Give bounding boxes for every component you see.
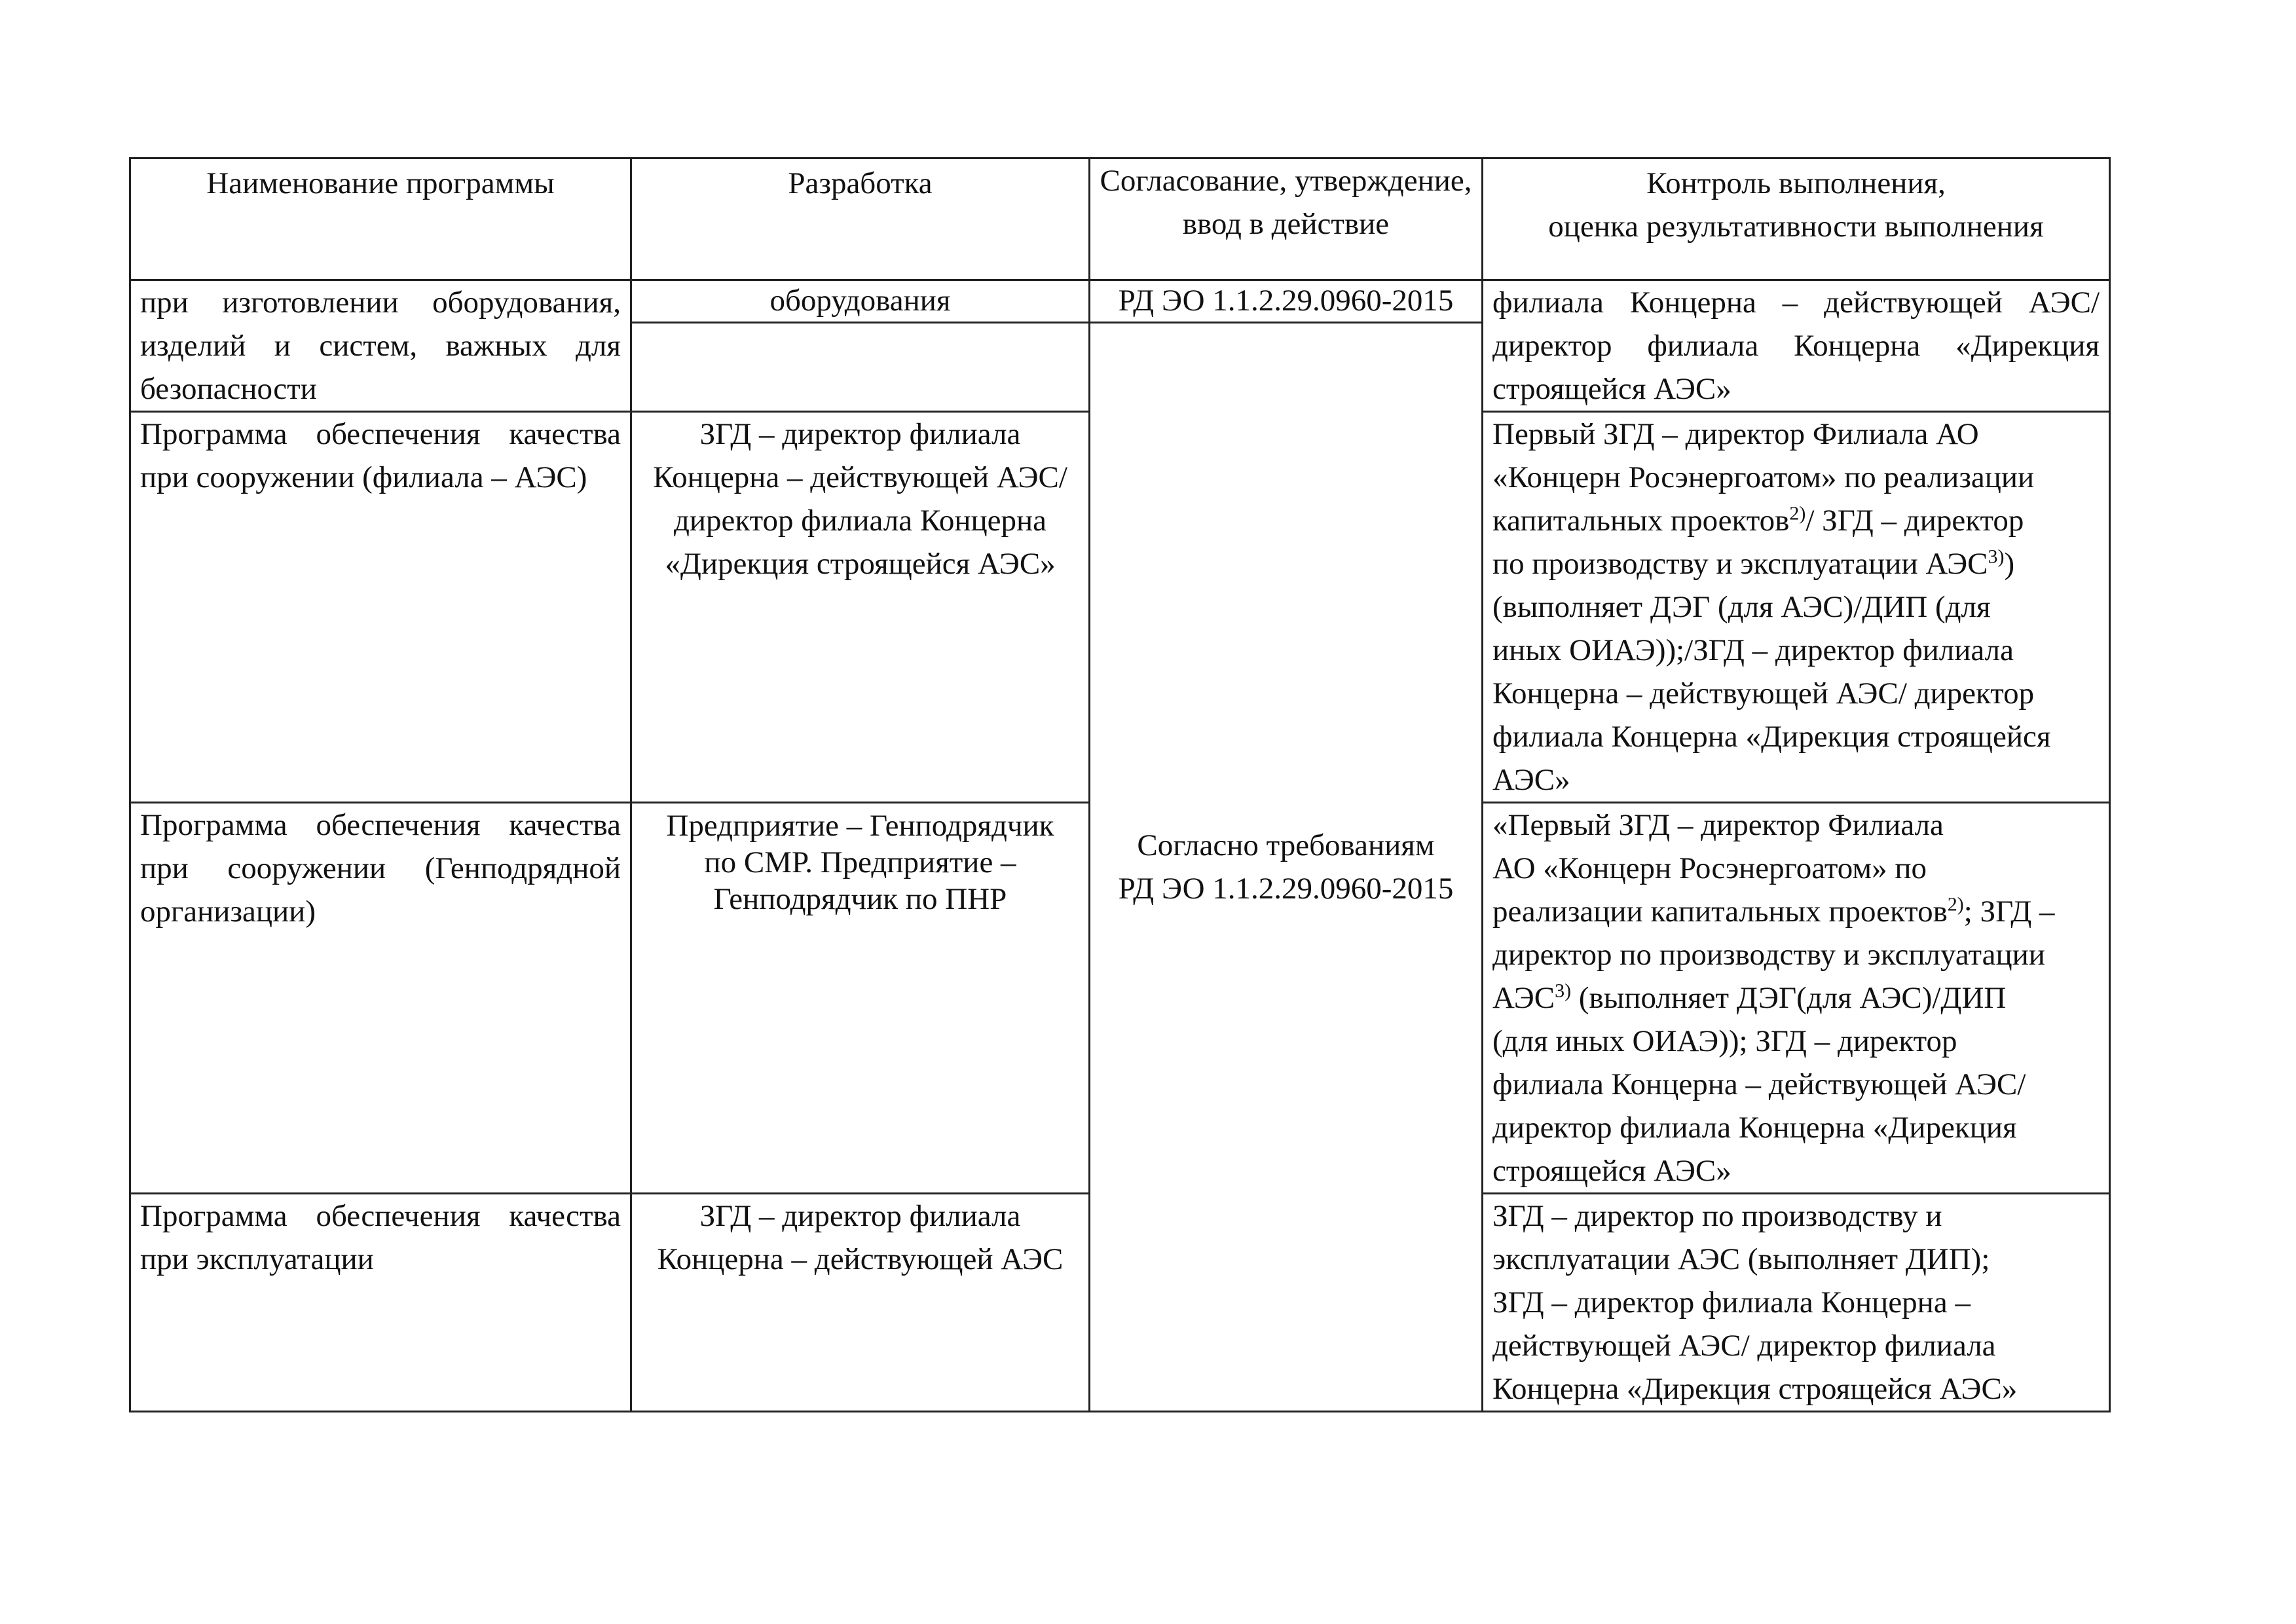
header-development: Разработка — [631, 158, 1090, 280]
row4-control: ЗГД – директор по производству и эксплуатации АЭС (выполняет ДИП); ЗГД – директор филиала Концерна – действующей АЭС/ директор филиала Концерна «Дирекция строящейся АЭС» — [1483, 1194, 2110, 1412]
row2-development: ЗГД – директор филиала Концерна – действующей АЭС/ директор филиала Концерна «Дирекция строящейся АЭС» — [631, 412, 1090, 803]
row1-approval: РД ЭО 1.1.2.29.0960-2015 — [1090, 280, 1483, 323]
header-control: Контроль выполнения, оценка результативности выполнения — [1483, 158, 2110, 280]
table-header-row — [130, 158, 2110, 280]
row2-program-name: Программа обеспечения качества при сооружении (филиала – АЭС) — [130, 412, 631, 803]
row4-program-name: Программа обеспечения качества при эксплуатации — [130, 1194, 631, 1412]
programs-table — [129, 157, 2111, 1412]
row1-control: филиала Концерна – действующей АЭС/ директор филиала Концерна «Дирекция строящейся АЭС» — [1483, 280, 2110, 412]
row1-development-empty — [631, 323, 1090, 412]
row4-development: ЗГД – директор филиала Концерна – действующей АЭС — [631, 1194, 1090, 1412]
header-approval: Согласование, утверждение, ввод в действие — [1090, 158, 1483, 280]
row3-development: Предприятие – Генподрядчик по СМР. Предприятие – Генподрядчик по ПНР — [631, 803, 1090, 1194]
row3-program-name: Программа обеспечения качества при сооружении (Генподрядной организации) — [130, 803, 631, 1194]
row2-control: Первый ЗГД – директор Филиала АО «Концерн Росэнергоатом» по реализации капитальных проектов$^{2)}$/ ЗГД – директор по производству и эксплуатации АЭС$^{3)}$) (выполняет ДЭГ (для АЭС)/ДИП (для иных ОИАЭ));/ЗГД – директор филиала Концерна – действующей АЭС/ директор филиала Концерна «Дирекция строящейся АЭС» — [1483, 412, 2110, 803]
row3-control: «Первый ЗГД – директор Филиала АО «Концерн Росэнергоатом» по реализации капитальных проектов$^{2)}$; ЗГД – директор по производству и эксплуатации АЭС$^{3)}$ (выполняет ДЭГ(для АЭС)/ДИП (для иных ОИАЭ)); ЗГД – директор филиала Концерна – действующей АЭС/ директор филиала Концерна «Дирекция строящейся АЭС» — [1483, 803, 2110, 1194]
merged-approval-cell: Согласно требованиям РД ЭО 1.1.2.29.0960-2015 — [1090, 323, 1483, 1412]
table-row — [130, 280, 2110, 323]
row1-development: оборудования — [631, 280, 1090, 323]
row1-program-name: при изготовлении оборудования, изделий и систем, важных для безопасности — [130, 280, 631, 412]
header-program-name: Наименование программы — [130, 158, 631, 280]
